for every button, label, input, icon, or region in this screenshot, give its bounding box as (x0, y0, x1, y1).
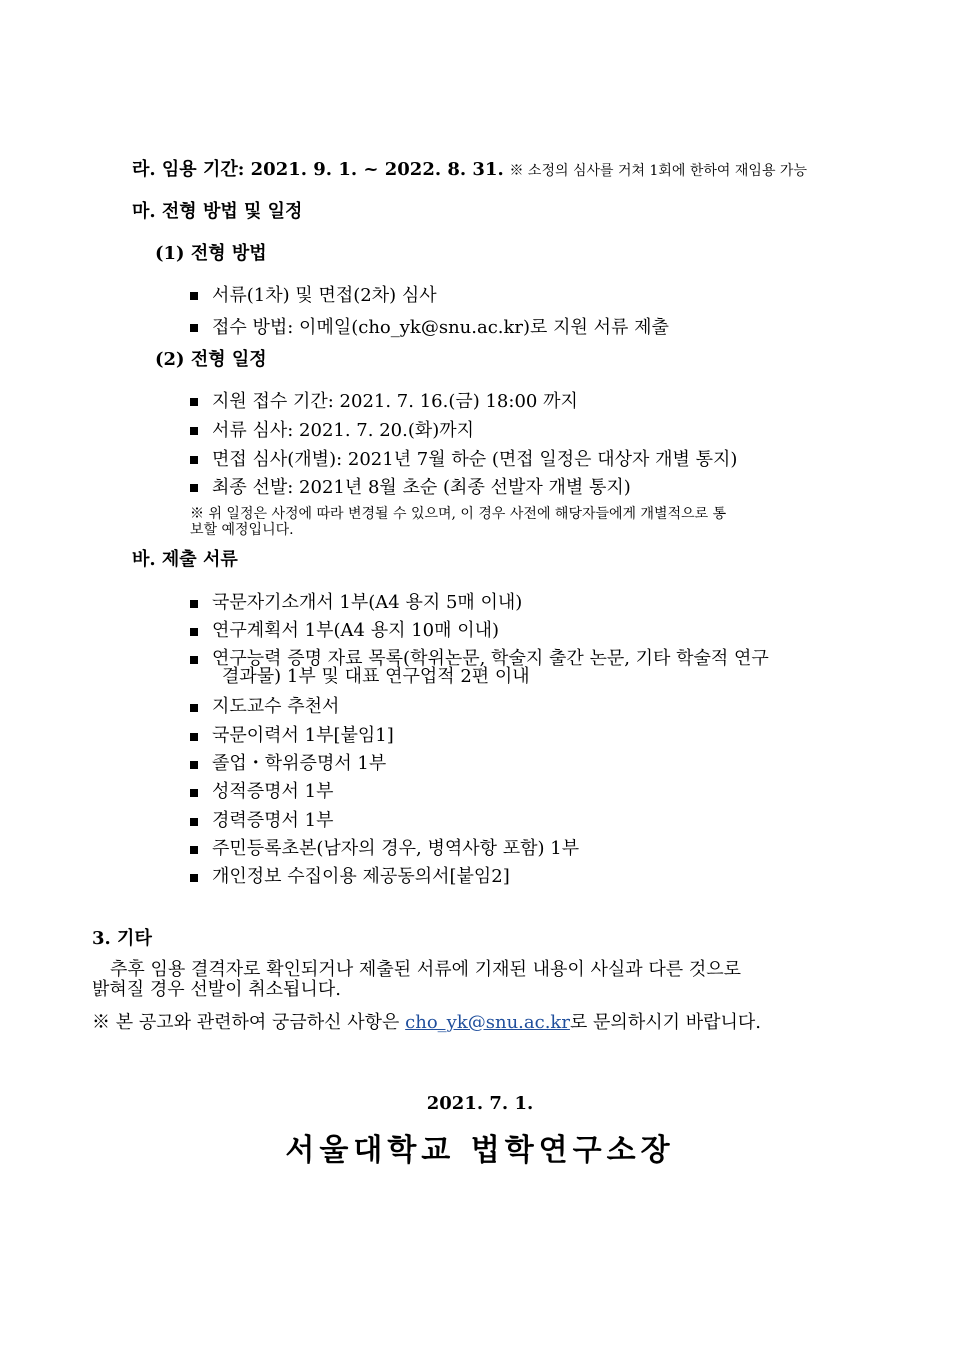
section-heading-selection: 마. 전형 방법 및 일정 (132, 201, 303, 222)
bullet-icon (190, 600, 198, 608)
document-item: 성적증명서 1부 (212, 781, 334, 802)
bullet-icon (190, 846, 198, 854)
document-item: 지도교수 추천서 (212, 696, 340, 717)
document-item: 연구계획서 1부(A4 용지 10매 이내) (212, 620, 500, 641)
term-line (132, 160, 807, 181)
bullet-icon (190, 484, 198, 492)
issuer-name: 서울대학교 법학연구소장 (285, 1133, 675, 1168)
bullet-icon (190, 874, 198, 882)
document-item-cont: 결과물) 1부 및 대표 연구업적 2편 이내 (222, 666, 530, 687)
document-item: 국문자기소개서 1부(A4 용지 5매 이내) (212, 592, 523, 613)
schedule-item: 서류 심사: 2021. 7. 20.(화)까지 (212, 420, 475, 441)
document-item: 연구능력 증명 자료 목록(학위논문, 학술지 출간 논문, 기타 학술적 연구 (212, 648, 769, 669)
schedule-item: 지원 접수 기간: 2021. 7. 16.(금) 18:00 까지 (212, 391, 578, 412)
term-note: ※ 소정의 심사를 거쳐 1회에 한하여 재임용 가능 (509, 163, 807, 179)
method-item: 서류(1차) 및 면접(2차) 심사 (212, 285, 437, 306)
bullet-icon (190, 818, 198, 826)
schedule-note-cont: 보할 예정입니다. (190, 522, 294, 538)
etc-paragraph: 추후 임용 결격자로 확인되거나 제출된 서류에 기재된 내용이 사실과 다른 것으로 (110, 959, 742, 980)
bullet-icon (190, 292, 198, 300)
bullet-icon (190, 456, 198, 464)
subheading-schedule: (2) 전형 일정 (155, 349, 267, 370)
document-item: 국문이력서 1부[붙임1] (212, 725, 394, 746)
bullet-icon (190, 704, 198, 712)
document-item: 졸업・학위증명서 1부 (212, 753, 387, 774)
document-item: 개인정보 수집이용 제공동의서[붙임2] (212, 866, 510, 887)
schedule-item: 최종 선발: 2021년 8월 초순 (최종 선발자 개별 통지) (212, 477, 631, 498)
etc-paragraph-cont: 밝혀질 경우 선발이 취소됩니다. (92, 979, 341, 1000)
bullet-icon (190, 398, 198, 406)
bullet-icon (190, 628, 198, 636)
section-heading-etc: 3. 기타 (92, 928, 152, 949)
method-item: 접수 방법: 이메일(cho_yk@snu.ac.kr)로 지원 서류 제출 (212, 317, 669, 338)
schedule-item: 면접 심사(개별): 2021년 7월 하순 (면접 일정은 대상자 개별 통지) (212, 449, 738, 470)
contact-email-link[interactable]: cho_yk@snu.ac.kr (405, 1012, 570, 1033)
bullet-icon (190, 789, 198, 797)
contact-suffix: 로 문의하시기 바랍니다. (569, 1012, 761, 1033)
subheading-method: (1) 전형 방법 (155, 243, 267, 264)
document-item: 경력증명서 1부 (212, 810, 334, 831)
notice-date: 2021. 7. 1. (426, 1093, 534, 1114)
bullet-icon (190, 733, 198, 741)
contact-prefix: ※ 본 공고와 관련하여 궁금하신 사항은 (92, 1012, 406, 1033)
schedule-note: ※ 위 일정은 사정에 따라 변경될 수 있으며, 이 경우 사전에 해당자들에게 개별적으로 통 (190, 506, 727, 522)
bullet-icon (190, 427, 198, 435)
contact-line (92, 1013, 761, 1033)
bullet-icon (190, 656, 198, 664)
bullet-icon (190, 324, 198, 332)
section-heading-documents: 바. 제출 서류 (132, 549, 238, 570)
term-label: 라. 임용 기간: 2021. 9. 1. ~ 2022. 8. 31. (132, 159, 504, 180)
bullet-icon (190, 761, 198, 769)
document-item: 주민등록초본(남자의 경우, 병역사항 포함) 1부 (212, 838, 580, 859)
